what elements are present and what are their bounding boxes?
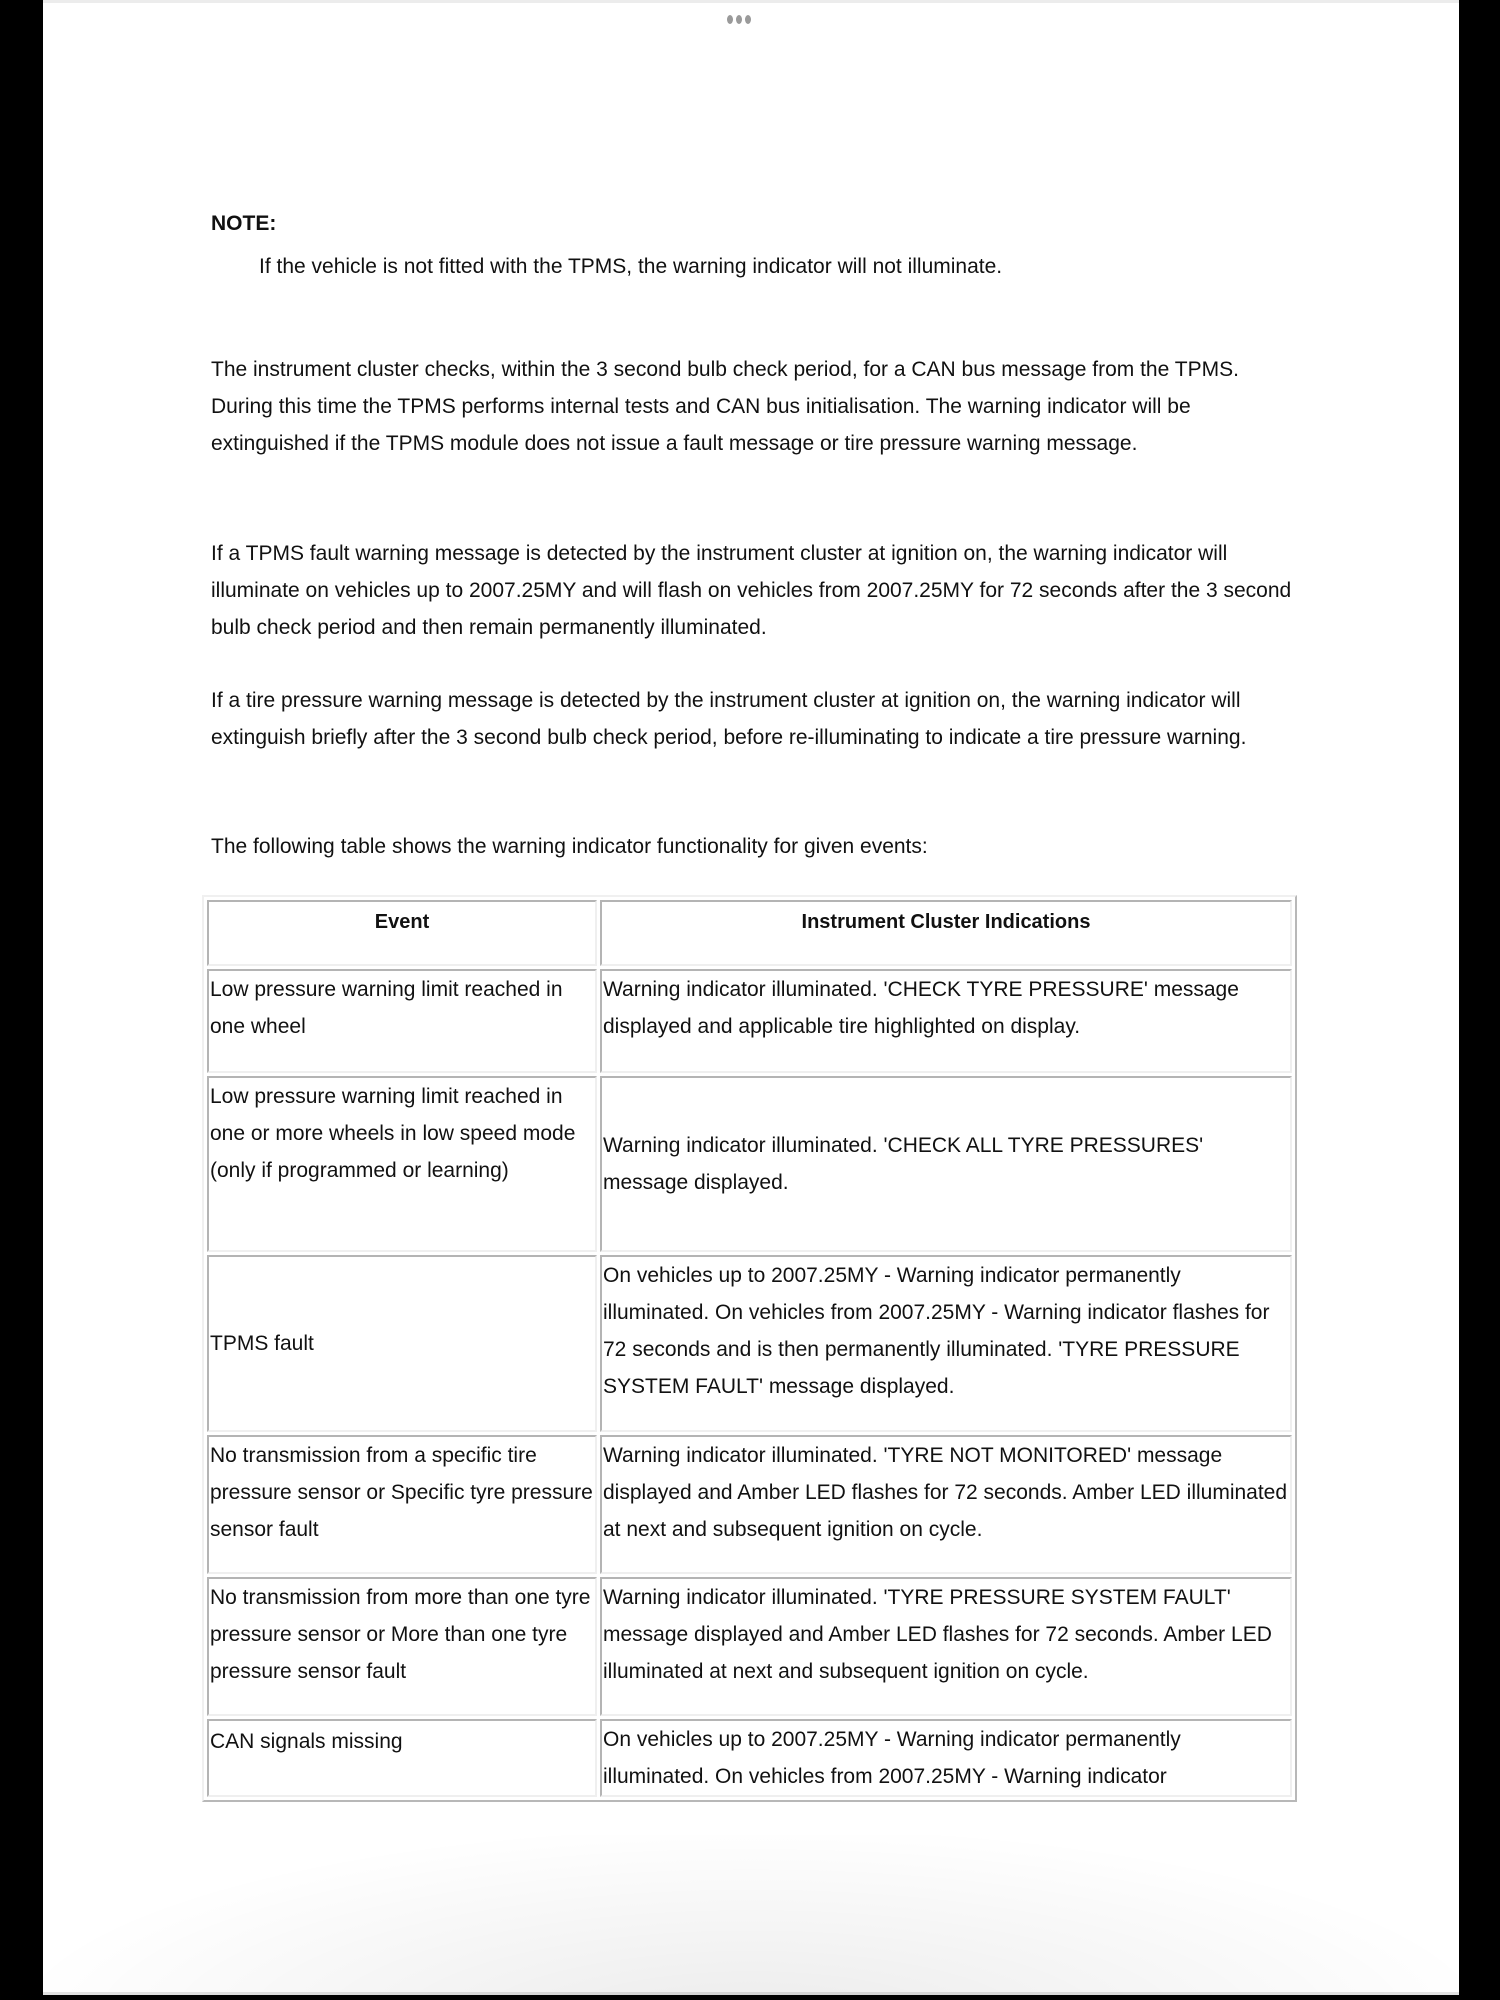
table-row — [207, 1577, 1292, 1716]
event-cell: TPMS fault — [207, 1255, 597, 1432]
more-horizontal-icon-dot — [736, 15, 742, 24]
indication-cell: Warning indicator illuminated. 'CHECK TYRE PRESSURE' message displayed and applicable tire highlighted on display. — [600, 969, 1292, 1073]
event-cell — [207, 1719, 597, 1797]
event-cell: Low pressure warning limit reached in one or more wheels in low speed mode (only if programmed or learning) — [207, 1076, 597, 1252]
note-label: NOTE: — [211, 212, 277, 235]
more-horizontal-icon-dot — [745, 15, 751, 24]
document-page — [43, 0, 1459, 1995]
table-row — [207, 969, 1292, 1073]
table-row — [207, 1719, 1292, 1797]
indication-cell: On vehicles up to 2007.25MY - Warning indicator permanently illuminated. On vehicles from 2007.25MY - Warning indicator flashes for 72 seconds and is then permanently illuminated. 'TYRE PRESSURE SYSTEM FAULT' message displayed. — [600, 1255, 1292, 1432]
table-row — [207, 1076, 1292, 1252]
event-cell: Low pressure warning limit reached in one wheel — [207, 969, 597, 1073]
table-header-row — [207, 900, 1292, 966]
column-header-event: Event — [207, 900, 597, 966]
event-cell: No transmission from a specific tire pressure sensor or Specific tyre pressure sensor fault — [207, 1435, 597, 1574]
more-horizontal-icon — [727, 15, 733, 24]
paragraph-tpms-fault: If a TPMS fault warning message is detected by the instrument cluster at ignition on, the warning indicator will illuminate on vehicles up to 2007.25MY and will flash on vehicles from 2007.25MY for 72 seconds after the 3 second bulb check period and then remain permanently illuminated. — [211, 542, 1292, 639]
paragraph-bulb-check: The instrument cluster checks, within the 3 second bulb check period, for a CAN bus message from the TPMS. During this time the TPMS performs internal tests and CAN bus initialisation. The warning indicator will be extinguished if the TPMS module does not issue a fault message or tire pressure warning message. — [211, 358, 1239, 455]
more-options-button[interactable] — [727, 15, 751, 27]
event-cell: No transmission from more than one tyre pressure sensor or More than one tyre pressure sensor fault — [207, 1577, 597, 1716]
indication-cell: Warning indicator illuminated. 'TYRE PRESSURE SYSTEM FAULT' message displayed and Amber LED flashes for 72 seconds. Amber LED illuminated at next and subsequent ignition on cycle. — [600, 1577, 1292, 1716]
note-text: If the vehicle is not fitted with the TPMS, the warning indicator will not illuminate. — [259, 255, 1003, 278]
table-row — [207, 1255, 1292, 1432]
event-cell-text: CAN signals missing — [210, 1730, 403, 1753]
page-bottom-edge — [43, 1992, 1459, 1995]
column-header-indications: Instrument Cluster Indications — [600, 900, 1292, 966]
indication-cell: Warning indicator illuminated. 'TYRE NOT MONITORED' message displayed and Amber LED flashes for 72 seconds. Amber LED illuminated at next and subsequent ignition on cycle. — [600, 1435, 1292, 1574]
paragraph-tire-pressure-warning: If a tire pressure warning message is detected by the instrument cluster at ignition on, the warning indicator will extinguish briefly after the 3 second bulb check period, before re-illuminating to indicate a tire pressure warning. — [211, 689, 1247, 749]
indication-cell: Warning indicator illuminated. 'CHECK ALL TYRE PRESSURES' message displayed. — [600, 1076, 1292, 1252]
warning-indicator-table — [202, 895, 1297, 1802]
indication-cell: On vehicles up to 2007.25MY - Warning indicator permanently illuminated. On vehicles from 2007.25MY - Warning indicator — [600, 1719, 1292, 1797]
table-row — [207, 1435, 1292, 1574]
paragraph-table-intro: The following table shows the warning indicator functionality for given events: — [211, 835, 928, 858]
